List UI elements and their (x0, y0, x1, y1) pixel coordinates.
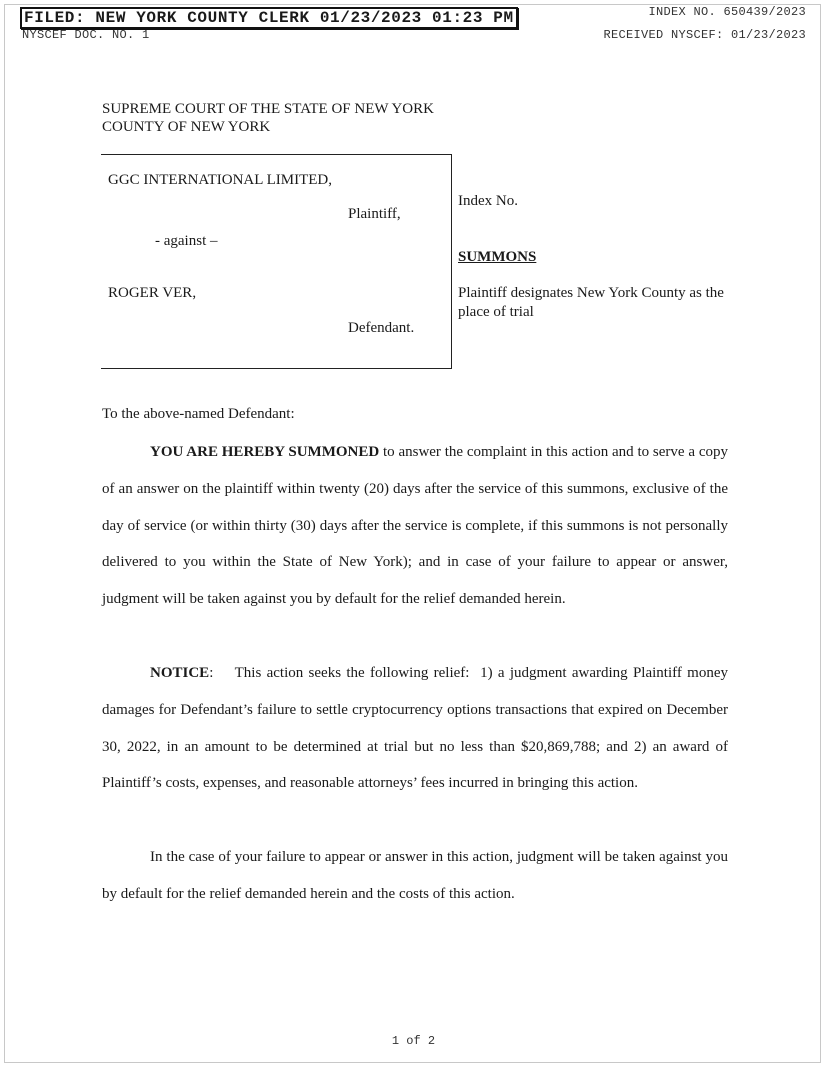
filed-stamp: FILED: NEW YORK COUNTY CLERK 01/23/2023 01:23 PM (20, 7, 518, 29)
greeting: To the above-named Defendant: (102, 406, 295, 422)
summons-paragraph (102, 434, 728, 618)
defendant-role: Defendant. (348, 320, 415, 336)
court-name: SUPREME COURT OF THE STATE OF NEW YORK (102, 101, 434, 117)
plaintiff-name: GGC INTERNATIONAL LIMITED, (108, 172, 332, 188)
summoned-emphasis: YOU ARE HEREBY SUMMONED (150, 444, 380, 460)
notice-label: NOTICE (150, 665, 210, 681)
place-of-trial-designation: Plaintiff designates New York County as the place of trial (458, 285, 724, 320)
summons-title: SUMMONS (458, 249, 537, 265)
defendant-name: ROGER VER, (108, 285, 197, 301)
notice-paragraph-text: : This action seeks the following relief: 1) a judgment awarding Plaintiff money damages for Defendant’s failure to settle cryptocurrency options transactions that expired on December 30, 2022, in an amount to be determined at trial but no less than $20,869,788; and 2) an award of Plaintiff’s costs, expenses, and reasonable attorneys’ fees incurred in bringing this action. (102, 665, 728, 792)
received-date: RECEIVED NYSCEF: 01/23/2023 (603, 28, 806, 42)
page-number: 1 of 2 (391, 1034, 436, 1048)
summons-paragraph-text: to answer the complaint in this action and to serve a copy of an answer on the plaintiff within twenty (20) days after the service of this summons, exclusive of the day of service (or within thirty (30) days after the service is complete, if this summons is not personally delivered to you within the State of New York); and in case of your failure to appear or answer, judgment will be taken against you by default for the relief demanded herein. (102, 444, 728, 608)
against-label: - against – (155, 233, 218, 249)
court-heading (102, 100, 434, 136)
plaintiff-role: Plaintiff, (348, 206, 401, 222)
default-paragraph: In the case of your failure to appear or answer in this action, judgment will be taken against you by default for the relief demanded herein and the costs of this action. (102, 849, 728, 902)
index-no-label: Index No. (458, 193, 518, 209)
notice-paragraph (102, 655, 728, 802)
case-caption-box (101, 154, 452, 369)
index-number: INDEX NO. 650439/2023 (648, 5, 806, 19)
court-county: COUNTY OF NEW YORK (102, 119, 271, 135)
nyscef-doc-number: NYSCEF DOC. NO. 1 (22, 28, 150, 42)
